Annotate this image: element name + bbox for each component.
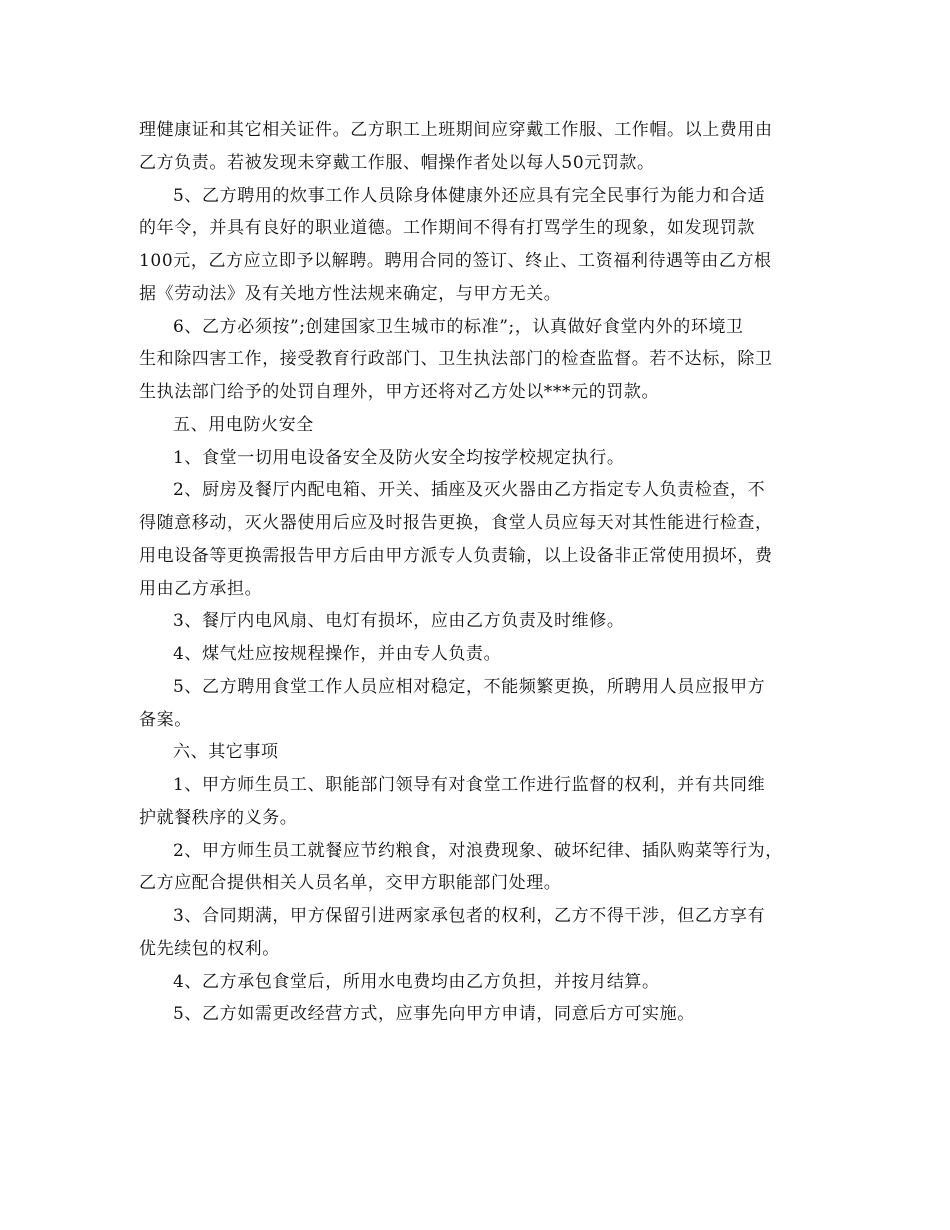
document-line: 护就餐秩序的义务。 (139, 807, 298, 828)
document-line: 2、厨房及餐厅内配电箱、开关、插座及灭火器由乙方指定专人负责检查，不 (173, 480, 766, 501)
document-line: 用由乙方承担。 (139, 578, 263, 599)
document-line: 优先续包的权利。 (139, 938, 280, 959)
document-line: 3、餐厅内电风扇、电灯有损坏，应由乙方负责及时维修。 (173, 611, 625, 632)
document-line: 理健康证和其它相关证件。乙方职工上班期间应穿戴工作服、工作帽。以上费用由 (139, 120, 773, 140)
document-line: 4、乙方承包食堂后，所用水电费均由乙方负担，并按月结算。 (173, 971, 660, 992)
document-line: 6、乙方必须按”;创建国家卫生城市的标准”;，认真做好食堂内外的环境卫 (173, 316, 744, 337)
document-line: 据《劳动法》及有关地方性法规来确定，与甲方无关。 (139, 283, 562, 304)
document-line: 生和除四害工作，接受教育行政部门、卫生执法部门的检查监督。若不达标，除卫 (139, 349, 773, 370)
document-line: 乙方应配合提供相关人员名单，交甲方职能部门处理。 (139, 873, 562, 894)
document-line: 4、煤气灶应按规程操作，并由专人负责。 (173, 644, 502, 664)
document-line: 用电设备等更换需报告甲方后由甲方派专人负责输，以上设备非正常使用损坏，费 (139, 545, 773, 566)
document-line: 生执法部门给予的处罚自理外，甲方还将对乙方处以***元的罚款。 (139, 382, 660, 402)
document-line: 1、食堂一切用电设备安全及防火安全均按学校规定执行。 (173, 447, 625, 468)
document-line: 乙方负责。若被发现未穿戴工作服、帽操作者处以每人50元罚款。 (139, 152, 655, 173)
document-line: 1、甲方师生员工、职能部门领导有对食堂工作进行监督的权利，并有共同维 (173, 775, 766, 795)
document-line: 六、其它事项 (173, 742, 279, 763)
document-line: 5、乙方如需更改经营方式，应事先向甲方申请，同意后方可实施。 (173, 1004, 695, 1025)
document-line: 的年令，并具有良好的职业道德。工作期间不得有打骂学生的现象，如发现罚款 (139, 218, 755, 239)
document-line: 五、用电防火安全 (173, 414, 314, 435)
document-line: 5、乙方聘用食堂工作人员应相对稳定，不能频繁更换，所聘用人员应报甲方 (173, 676, 766, 697)
document-line: 3、合同期满，甲方保留引进两家承包者的权利，乙方不得干涉，但乙方享有 (173, 906, 766, 926)
document-line: 备案。 (139, 709, 192, 730)
document-line: 得随意移动，灭火器使用后应及时报告更换，食堂人员应每天对其性能进行检查， (139, 513, 773, 533)
document-body (139, 114, 819, 1031)
document-line: 2、甲方师生员工就餐应节约粮食，对浪费现象、破坏纪律、插队购菜等行为， (173, 840, 783, 861)
document-line: 100元，乙方应立即予以解聘。聘用合同的签订、终止、工资福利待遇等由乙方根 (139, 251, 772, 271)
document-line: 5、乙方聘用的炊事工作人员除身体健康外还应具有完全民事行为能力和合适 (173, 185, 766, 206)
